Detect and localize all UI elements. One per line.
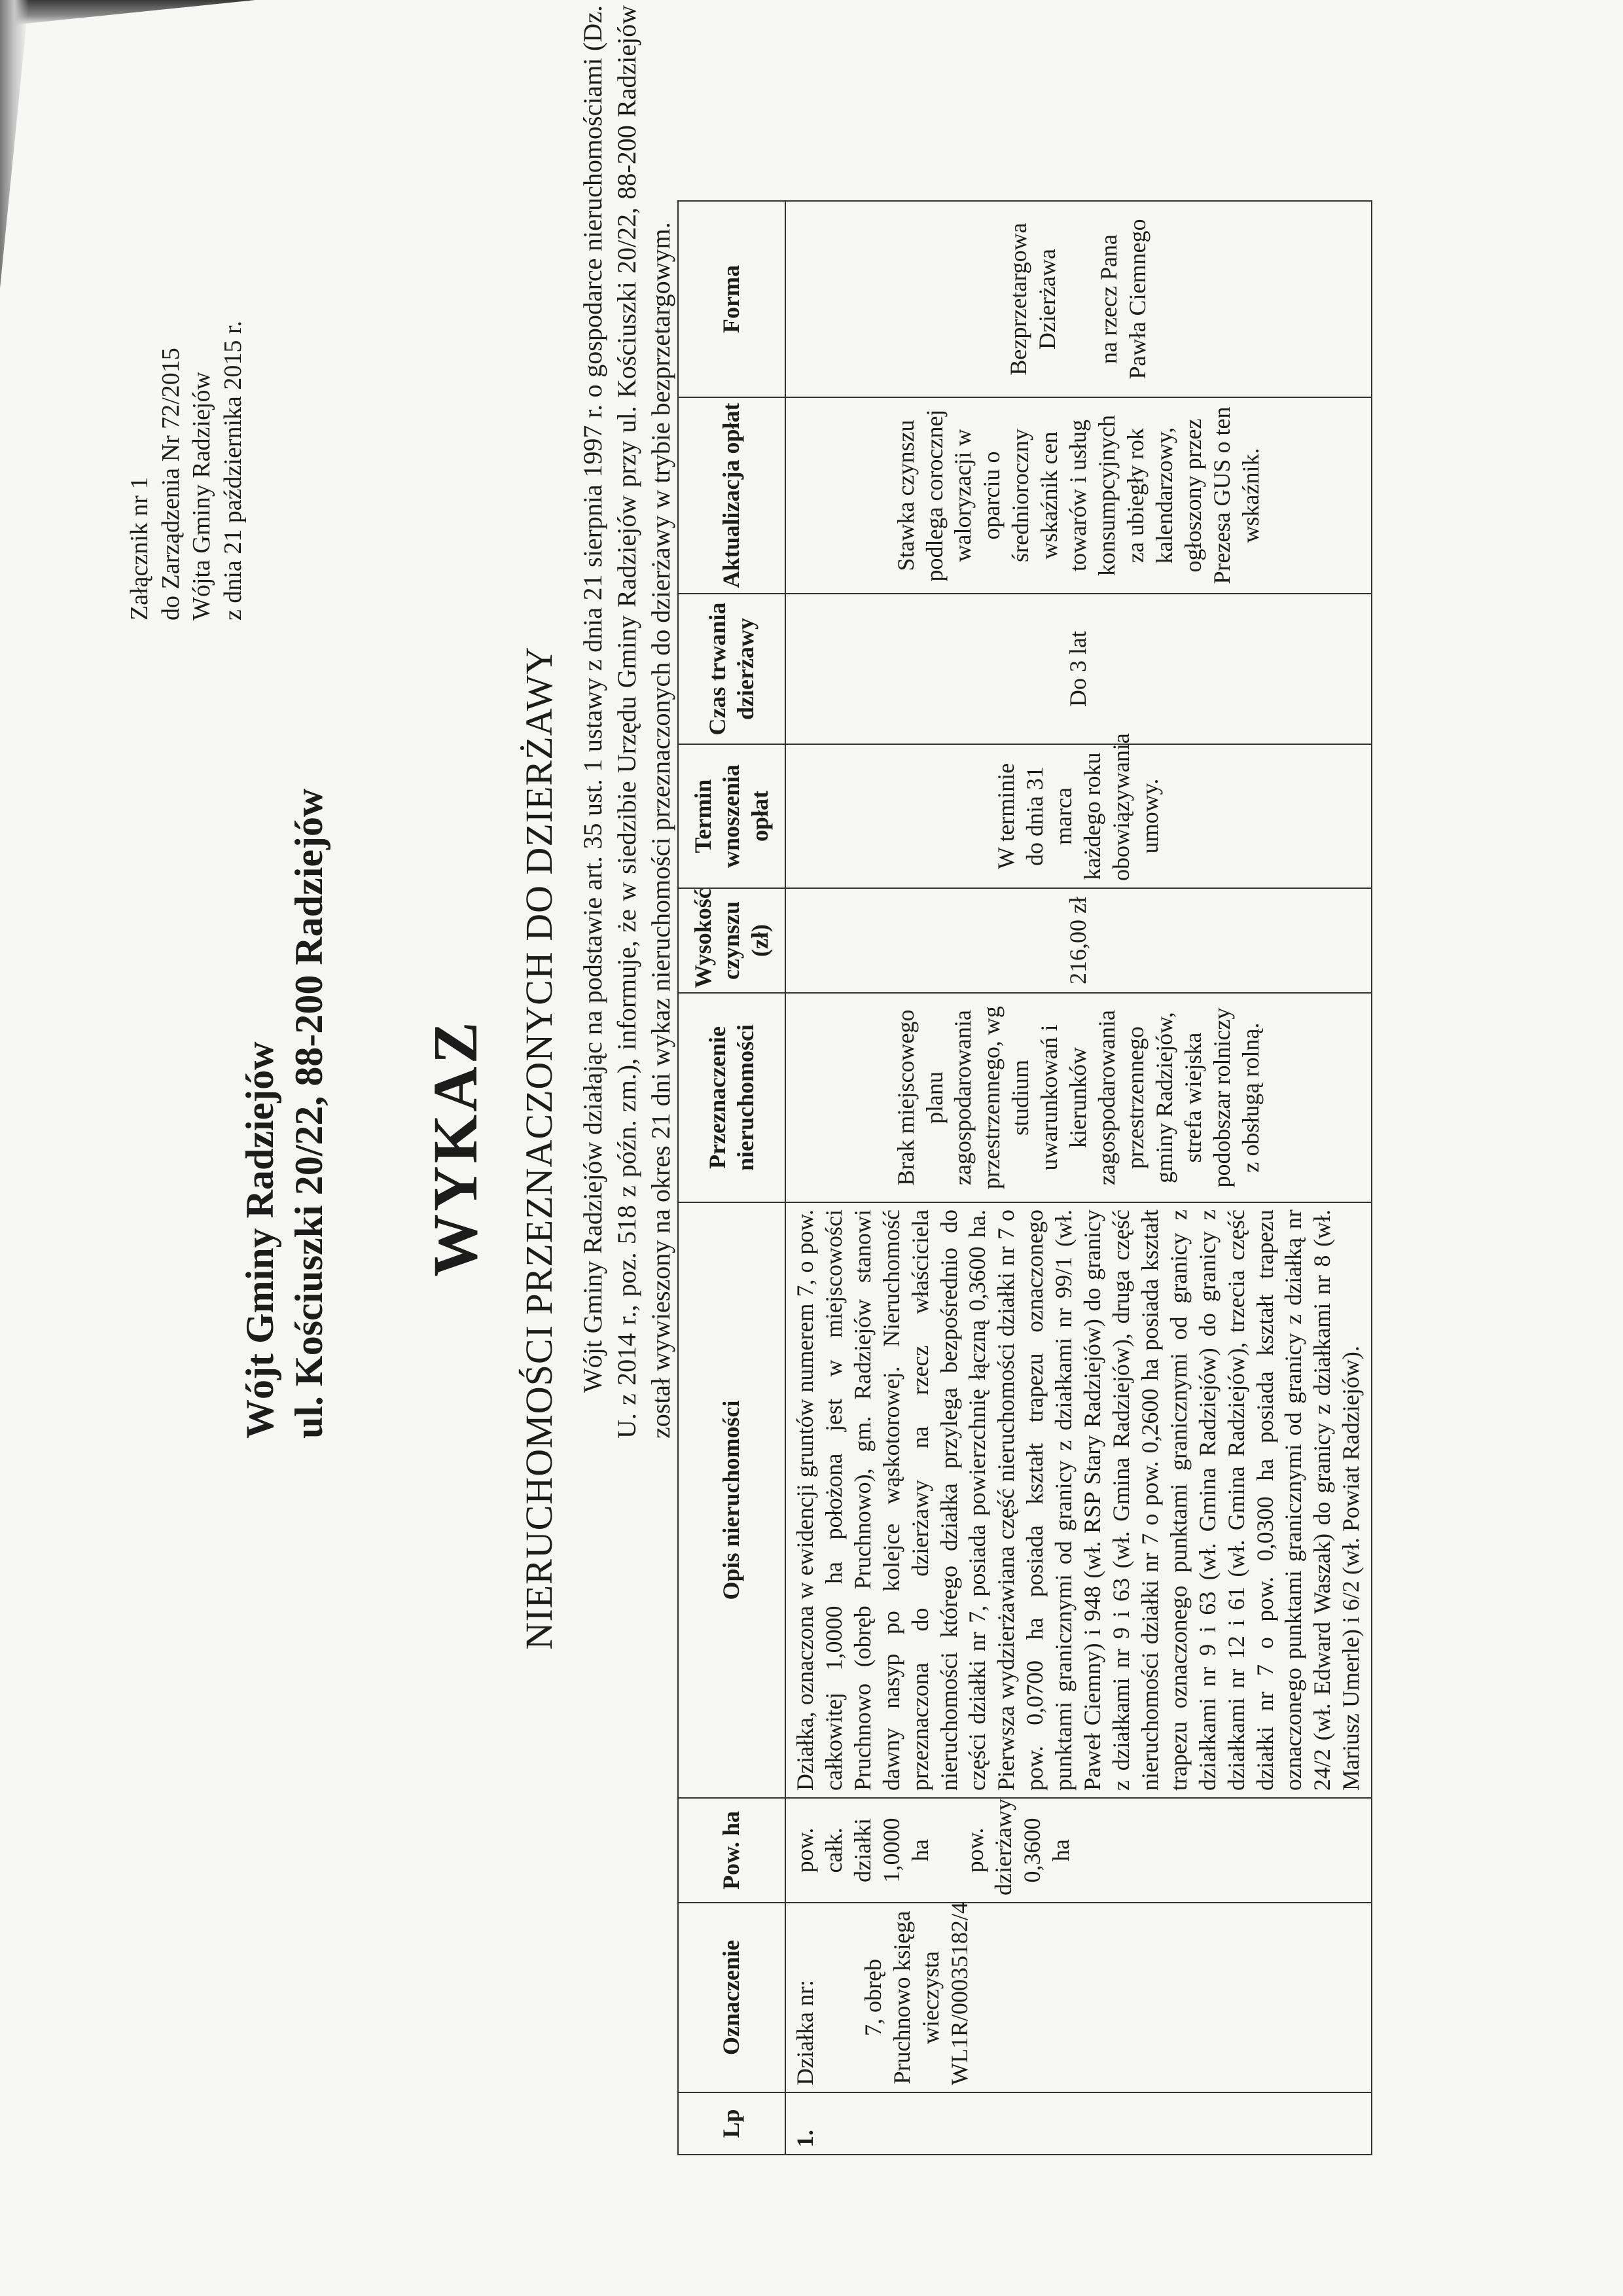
- header-pow: Pow. ha: [678, 1798, 785, 1903]
- annex-line: Wójta Gminy Radziejów: [188, 372, 215, 620]
- cell-czas: Do 3 lat: [785, 594, 1372, 744]
- header-termin: Termin wnoszenia opłat: [678, 744, 785, 888]
- annex-line: z dnia 21 października 2015 r.: [219, 321, 247, 620]
- header-wysokosc: Wysokość czynszu (zł): [678, 888, 785, 993]
- cell-forma: [785, 201, 1372, 397]
- forma-beneficiary: na rzecz Pana Pawła Ciemnego: [1096, 219, 1150, 380]
- issuer-header: [236, 522, 334, 1439]
- pow-lease: pow. dzierżawy 0,3600 ha: [961, 1799, 1075, 1895]
- header-lp: Lp: [678, 2092, 785, 2155]
- issuer-address: ul. Kościuszki 20/22, 88-200 Radziejów: [287, 788, 330, 1439]
- annex-note: [124, 123, 249, 620]
- cell-wysokosc: 216,00 zł: [785, 888, 1372, 993]
- cell-aktualizacja: Stawka czynszu podlega corocznej waloryzacji w oparciu o średnioroczny wskaźnik cen towarów i usług konsumpcyjnych za ubiegły rok kalendarzowy, ogłoszony przez Prezesa GUS o ten wskaźnik.: [785, 397, 1372, 594]
- cell-termin: W terminie do dnia 31 marca każdego roku obowiązywania umowy.: [785, 744, 1372, 888]
- header-aktualizacja: Aktualizacja opłat: [678, 397, 785, 594]
- cell-pow: [785, 1798, 1372, 1903]
- oznaczenie-label: Działka nr:: [792, 1980, 818, 2085]
- oznaczenie-value: 7, obręb Pruchnowo księga wieczysta WL1R/00035182/4: [859, 1902, 972, 2085]
- cell-przeznaczenie: Brak miejscowego planu zagospodarowania przestrzennego, wg studium uwarunkowań i kierunków zagospodarowania przestrzennego gminy Radziejów, strefa wiejska podobszar rolniczy z obsługą rolną.: [785, 993, 1372, 1202]
- header-oznaczenie: Oznaczenie: [678, 1903, 785, 2092]
- forma-type: Bezprzetargowa Dzierżawa: [1005, 223, 1061, 376]
- header-opis: Opis nieruchomości: [678, 1202, 785, 1798]
- cell-oznaczenie: [785, 1903, 1372, 2092]
- header-forma: Forma: [678, 201, 785, 397]
- intro-paragraph: Wójt Gminy Radziejów działając na podstawie art. 35 ust. 1 ustawy z dnia 21 sierpnia 1997 r. o gospodarce nieruchomościami (Dz. U. z 2014 r., poz. 518 z późn. zm.), informuje, że w siedzibie Urzędu Gminy Radziejów przy ul. Kościuszki 20/22, 88-200 Radziejów został wywieszony na okres 21 dni wykaz nieruchomości przeznaczonych do dzierżawy w trybie bezprzetargowym.: [578, 5, 675, 1439]
- document-title: WYKAZ: [420, 1019, 490, 1277]
- table-header-row: [678, 201, 785, 2155]
- table-row: [785, 201, 1372, 2155]
- annex-line: do Zarządzenia Nr 72/2015: [156, 348, 185, 620]
- header-czas: Czas trwania dzierżawy: [678, 594, 785, 744]
- issuer-name: Wójt Gminy Radziejów: [238, 1041, 281, 1439]
- pow-total: pow. całk. działki 1,0000 ha: [792, 1818, 933, 1883]
- cell-opis: Działka, oznaczona w ewidencji gruntów numerem 7, o pow. całkowitej 1,0000 ha położona jest w miejscowości Pruchnowo (obręb Pruchnowo), gm. Radziejów stanowi dawny nasyp po kolejce wąskotorowej. Nieruchomość przeznaczona do dzierżawy na rzecz właściciela nieruchomości którego działka przylega bezpośrednio do części działki nr 7, posiada powierzchnię łączną 0,3600 ha. Pierwsza wydzierżawiana część nieruchomości działki nr 7 o pow. 0,0700 ha posiada kształt trapezu oznaczonego punktami granicznymi od granicy z działkami nr 99/1 (wł. Paweł Ciemny) i 948 (wł. RSP Stary Radziejów) do granicy z działkami nr 9 i 63 (wł. Gmina Radziejów), druga część nieruchomości działki nr 7 o pow. 0,2600 ha posiada kształt trapezu oznaczonego punktami granicznymi od granicy z działkami nr 9 i 63 (wł. Gmina Radziejów) do granicy z działkami nr 12 i 61 (wł. Gmina Radziejów), trzecia część działki nr 7 o pow. 0,0300 ha posiada kształt trapezu oznaczonego punktami granicznymi od granicy z działką nr 24/2 (wł. Edward Waszak) do granicy z działkami nr 8 (wł. Mariusz Umerle) i 6/2 (wł. Powiat Radziejów).: [785, 1202, 1372, 1798]
- header-przeznaczenie: Przeznaczenie nieruchomości: [678, 993, 785, 1202]
- annex-line: Załącznik nr 1: [126, 476, 153, 620]
- cell-lp: 1.: [785, 2092, 1372, 2155]
- document-subtitle: NIERUCHOMOŚCI PRZEZNACZONYCH DO DZIERŻAWY: [518, 646, 560, 1650]
- property-table: [677, 202, 1372, 2155]
